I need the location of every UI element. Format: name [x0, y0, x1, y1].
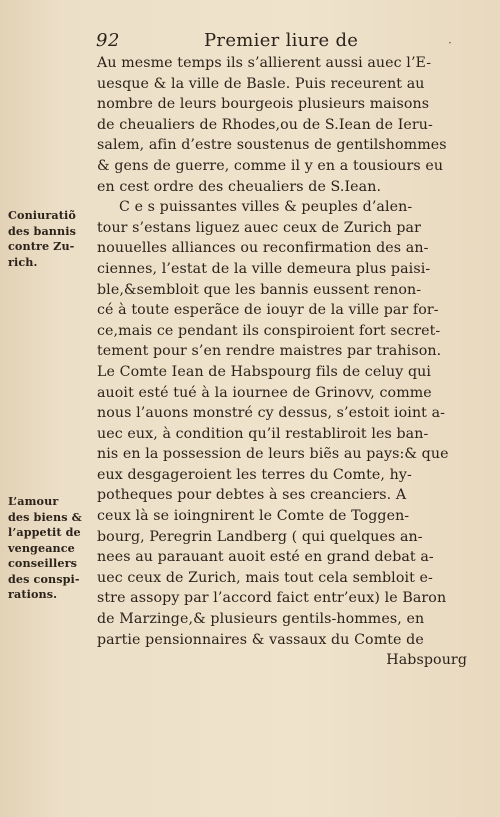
text-line: de Marzinge,& plusieurs gentils-hommes, en	[97, 611, 425, 628]
text-line: ce,mais ce pendant ils conspiroient fort secret-	[97, 322, 441, 339]
margin-note-line: l’appetit de	[8, 525, 81, 539]
text-line: bourg, Peregrin Landberg ( qui quelques an-	[97, 528, 423, 545]
margin-note-line: rich.	[8, 254, 38, 269]
text-line: Au mesme temps ils s’allierent aussi auec l’E-	[97, 55, 432, 71]
text-line: ciennes, l’estat de la ville demeura plus paisi-	[97, 260, 431, 277]
text-line: uec eux, à condition qu’il restabliroit les ban-	[97, 425, 429, 442]
margin-note-line: conseillers	[8, 556, 77, 570]
main-text-block	[97, 53, 467, 671]
running-title: Premier liure de	[204, 30, 359, 51]
text-line: nouuelles alliances ou reconfirmation des an-	[97, 240, 429, 257]
text-line: salem, afin d’estre soustenus de gentilshommes	[97, 137, 447, 154]
page-header	[96, 30, 460, 52]
text-line: nees au parauant auoit esté en grand debat a-	[97, 549, 434, 566]
margin-note-conspiracy	[8, 208, 98, 270]
text-line: stre assopy par l’accord faict entr’eux) le Baron	[97, 590, 447, 607]
margin-note-line: vengeance	[8, 540, 75, 555]
text-line: & gens de guerre, comme il y en a tousiours eu	[97, 157, 444, 174]
text-line: nis en la possession de leurs biẽs au pays:& que	[97, 446, 449, 463]
page-number: 92	[96, 30, 120, 51]
margin-note-line: rations.	[8, 587, 58, 601]
text-line: de cheualiers de Rhodes,ou de S.Iean de Ieru-	[97, 116, 433, 133]
catchword-line: Habspourg	[386, 652, 467, 669]
text-line: ble,&sembloit que les bannis eussent renon-	[97, 281, 422, 298]
text-line: cé à toute esperãce de iouyr de la ville par for-	[97, 302, 439, 319]
text-line: en cest ordre des cheualiers de S.Iean.	[97, 178, 382, 195]
text-line: C e s puissantes villes & peuples d’alen-	[119, 199, 413, 216]
text-line: uec ceux de Zurich, mais tout cela sembloit e-	[97, 569, 433, 586]
margin-note-line: Coniuratiõ	[8, 208, 76, 222]
margin-note-line: L’amour	[8, 494, 59, 508]
text-line: Le Comte Iean de Habspourg fils de celuy qui	[97, 363, 432, 380]
text-line: potheques pour debtes à ses creanciers. A	[97, 487, 407, 504]
text-line: nous l’auons monstré cy dessus, s’estoit ioint a-	[97, 405, 446, 422]
text-line: tement pour s’en rendre maistres par trahison.	[97, 343, 442, 360]
margin-note-love-of-goods	[8, 494, 98, 603]
text-line: eux desgageroient les terres du Comte, hy-	[97, 466, 412, 483]
text-line: uesque & la ville de Basle. Puis receurent au	[97, 75, 425, 92]
margin-note-line: des bannis	[8, 223, 77, 238]
text-line: partie pensionnaires & vassaux du Comte de	[97, 631, 424, 648]
text-line: ceux là se ioingnirent le Comte de Toggen-	[97, 508, 410, 525]
margin-note-line: des biens &	[8, 509, 82, 524]
text-line: auoit esté tué à la iournee de Grinovv, comme	[97, 384, 432, 401]
margin-note-line: contre Zu-	[8, 239, 75, 253]
text-line: nombre de leurs bourgeois plusieurs maisons	[97, 96, 430, 113]
margin-note-line: des conspi-	[8, 571, 80, 586]
text-line: tour s’estans liguez auec ceux de Zurich par	[97, 219, 421, 236]
corner-mark: ·	[448, 36, 452, 50]
